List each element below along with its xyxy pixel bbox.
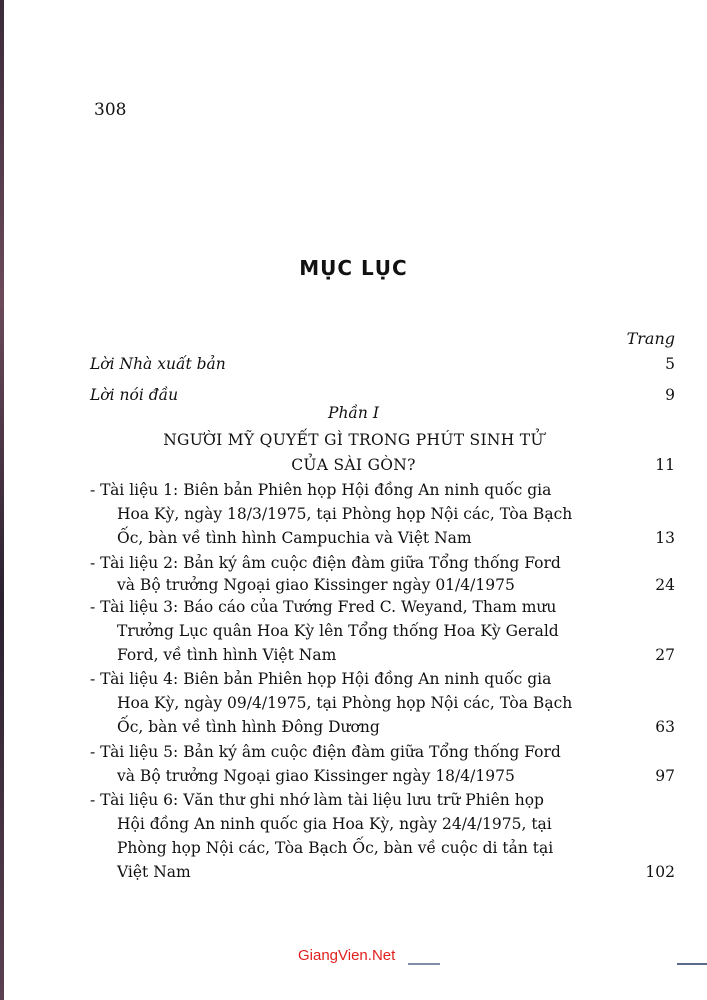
scanned-page-edge — [0, 0, 4, 1000]
document-line[interactable]: - Tài liệu 2: Bản ký âm cuộc điện đàm giữa Tổng thống Ford — [90, 554, 561, 572]
document-text: Bản ký âm cuộc điện đàm giữa Tổng thống Ford — [183, 743, 561, 761]
document-line: Phòng họp Nội các, Tòa Bạch Ốc, bàn về cuộc di tản tại — [117, 839, 554, 857]
page-number: 308 — [94, 100, 127, 120]
part-title-line: NGƯỜI MỸ QUYẾT GÌ TRONG PHÚT SINH TỬ — [163, 431, 544, 449]
scan-mark — [677, 963, 707, 965]
document-line: và Bộ trưởng Ngoại giao Kissinger ngày 01/4/1975 — [117, 576, 515, 594]
document-text: Báo cáo của Tướng Fred C. Weyand, Tham mưu — [183, 598, 557, 616]
page-column-header: Trang — [626, 329, 675, 348]
document-text: Bản ký âm cuộc điện đàm giữa Tổng thống Ford — [183, 554, 561, 572]
document-prefix: Tài liệu 1: — [100, 481, 179, 499]
document-line: Ốc, bàn về tình hình Campuchia và Việt Nam — [117, 529, 472, 547]
toc-entry-page: 5 — [665, 355, 675, 373]
document-page: 97 — [655, 767, 675, 785]
document-page: 13 — [655, 529, 675, 547]
document-line[interactable]: - Tài liệu 4: Biên bản Phiên họp Hội đồng An ninh quốc gia — [90, 670, 552, 688]
part-label: Phần I — [328, 404, 379, 422]
watermark-underline — [408, 963, 440, 965]
document-line: và Bộ trưởng Ngoại giao Kissinger ngày 18/4/1975 — [117, 767, 515, 785]
toc-title: MỤC LỤC — [299, 256, 408, 280]
document-prefix: Tài liệu 2: — [100, 554, 179, 572]
document-line[interactable]: - Tài liệu 6: Văn thư ghi nhớ làm tài liệu lưu trữ Phiên họp — [90, 791, 544, 809]
document-line: Hoa Kỳ, ngày 18/3/1975, tại Phòng họp Nội các, Tòa Bạch — [117, 505, 573, 523]
document-page: 24 — [655, 576, 675, 594]
document-prefix: Tài liệu 3: — [100, 598, 179, 616]
document-text: Văn thư ghi nhớ làm tài liệu lưu trữ Phiên họp — [183, 791, 544, 809]
part-title-line: CỦA SÀI GÒN? — [291, 456, 416, 474]
document-line: Việt Nam — [117, 863, 191, 881]
document-page: 63 — [655, 718, 675, 736]
document-line[interactable]: - Tài liệu 3: Báo cáo của Tướng Fred C. Weyand, Tham mưu — [90, 598, 557, 616]
watermark: GiangVien.Net — [298, 947, 396, 964]
document-line[interactable]: - Tài liệu 1: Biên bản Phiên họp Hội đồng An ninh quốc gia — [90, 481, 552, 499]
document-prefix: Tài liệu 4: — [100, 670, 179, 688]
document-line: Trưởng Lục quân Hoa Kỳ lên Tổng thống Hoa Kỳ Gerald — [117, 622, 559, 640]
part-page: 11 — [655, 456, 675, 474]
document-line: Hội đồng An ninh quốc gia Hoa Kỳ, ngày 24/4/1975, tại — [117, 815, 552, 833]
toc-entry-label: Lời nói đầu — [90, 386, 179, 404]
toc-entry-label: Lời Nhà xuất bản — [90, 355, 226, 373]
document-page: 102 — [645, 863, 675, 881]
document-line: Ốc, bàn về tình hình Đông Dương — [117, 718, 380, 736]
document-line[interactable]: - Tài liệu 5: Bản ký âm cuộc điện đàm giữa Tổng thống Ford — [90, 743, 561, 761]
document-page: 27 — [655, 646, 675, 664]
document-text: Biên bản Phiên họp Hội đồng An ninh quốc gia — [183, 670, 552, 688]
document-prefix: Tài liệu 6: — [100, 791, 179, 809]
document-text: Biên bản Phiên họp Hội đồng An ninh quốc gia — [183, 481, 552, 499]
document-line: Hoa Kỳ, ngày 09/4/1975, tại Phòng họp Nội các, Tòa Bạch — [117, 694, 573, 712]
document-prefix: Tài liệu 5: — [100, 743, 179, 761]
toc-entry-page: 9 — [665, 386, 675, 404]
document-line: Ford, về tình hình Việt Nam — [117, 646, 337, 664]
